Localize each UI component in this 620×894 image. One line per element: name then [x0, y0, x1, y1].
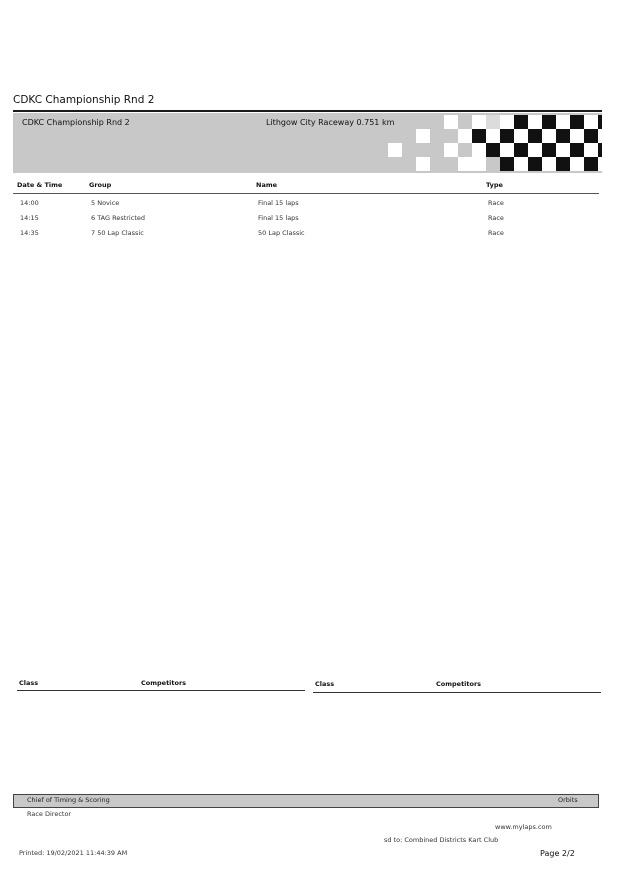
printed-timestamp: Printed: 19/02/2021 11:44:39 AM: [19, 849, 128, 857]
header-divider: [13, 193, 599, 194]
licensed-to-text: sd to: Combined Districts Kart Club: [384, 836, 499, 844]
checker-square: [486, 143, 500, 157]
checker-square: [556, 157, 570, 171]
banner-venue: Lithgow City Raceway 0.751 km: [266, 118, 395, 127]
row-time: 14:35: [20, 229, 39, 237]
row-type: Race: [488, 229, 504, 237]
checker-square: [486, 129, 500, 143]
table-row: [0, 199, 620, 214]
checker-square: [528, 143, 542, 157]
checker-square: [416, 129, 430, 143]
header-group: Group: [89, 181, 112, 189]
checker-square: [584, 157, 598, 171]
checker-square: [458, 129, 472, 143]
row-group: 5 Novice: [91, 199, 120, 207]
document-title: CDKC Championship Rnd 2: [13, 94, 155, 106]
checker-square: [542, 157, 556, 171]
page-number: Page 2/2: [540, 849, 575, 858]
chief-of-timing-label: Chief of Timing & Scoring: [27, 796, 110, 804]
orbits-label: Orbits: [558, 796, 578, 804]
checker-square: [514, 157, 528, 171]
checker-square: [584, 129, 598, 143]
row-time: 14:15: [20, 214, 39, 222]
row-time: 14:00: [20, 199, 39, 207]
checker-square: [528, 129, 542, 143]
event-banner: [13, 113, 602, 173]
checker-square: [514, 129, 528, 143]
checker-square: [584, 143, 598, 157]
row-type: Race: [488, 214, 504, 222]
checker-square: [570, 157, 584, 171]
race-director-label: Race Director: [27, 810, 72, 818]
row-name: Final 15 laps: [258, 214, 299, 222]
row-name: 50 Lap Classic: [258, 229, 305, 237]
left-competitors-header: Competitors: [141, 679, 187, 687]
checker-square: [514, 143, 528, 157]
banner-event-name: CDKC Championship Rnd 2: [22, 118, 130, 127]
checker-square: [472, 115, 486, 129]
checker-square: [556, 115, 570, 129]
checker-square: [444, 143, 458, 157]
checker-square: [514, 115, 528, 129]
checker-square: [542, 143, 556, 157]
checker-square: [472, 143, 486, 157]
checker-square: [416, 157, 430, 171]
checker-square: [598, 115, 602, 129]
checkered-flag-graphic: [384, 113, 602, 173]
header-name: Name: [256, 181, 278, 189]
checker-square: [570, 143, 584, 157]
checker-square: [570, 115, 584, 129]
checker-square: [500, 129, 514, 143]
header-date-time: Date & Time: [17, 181, 63, 189]
checker-square: [542, 129, 556, 143]
checker-square: [388, 143, 402, 157]
left-class-divider: [17, 690, 305, 691]
table-row: [0, 214, 620, 229]
checker-square: [500, 115, 514, 129]
checker-square: [486, 115, 500, 129]
checker-square: [598, 143, 602, 157]
header-type: Type: [486, 181, 503, 189]
title-divider: [13, 110, 602, 112]
row-group: 6 TAG Restricted: [91, 214, 145, 222]
checker-square: [598, 129, 602, 143]
left-class-header: Class: [19, 679, 39, 687]
row-type: Race: [488, 199, 504, 207]
footer-bar: [13, 794, 599, 808]
right-class-divider: [313, 692, 601, 693]
checker-square: [528, 157, 542, 171]
checker-square: [472, 157, 486, 171]
checker-square: [584, 115, 598, 129]
checker-square: [458, 157, 472, 171]
right-class-header: Class: [315, 680, 335, 688]
table-row: [0, 229, 620, 244]
checker-square: [598, 157, 602, 171]
checker-square: [570, 129, 584, 143]
checker-square: [444, 115, 458, 129]
checker-square: [500, 143, 514, 157]
checker-square: [500, 157, 514, 171]
checker-square: [556, 143, 570, 157]
checker-square: [528, 115, 542, 129]
website-text: www.mylaps.com: [495, 823, 552, 831]
checker-square: [542, 115, 556, 129]
checker-square: [472, 129, 486, 143]
right-competitors-header: Competitors: [436, 680, 482, 688]
row-name: Final 15 laps: [258, 199, 299, 207]
checker-square: [556, 129, 570, 143]
row-group: 7 50 Lap Classic: [91, 229, 144, 237]
